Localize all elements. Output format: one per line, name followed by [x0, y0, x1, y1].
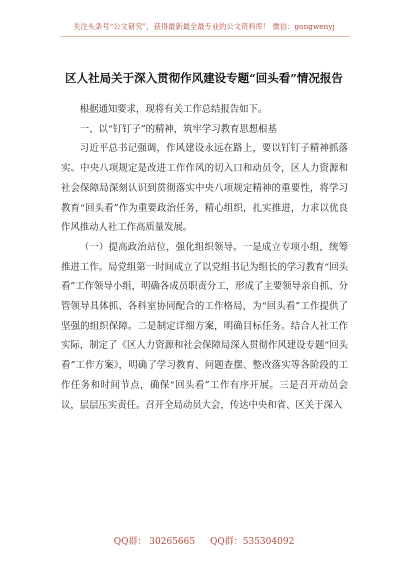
- header-banner: 关注头条号“公文研究”，获得最新最全最专业的公文资料库！ 微信：gongwenyj: [73, 22, 335, 31]
- paragraph-intro: 根据通知要求，现将有关工作总结报告如下。: [79, 104, 268, 115]
- paragraph-1: 习近平总书记强调，作风建设永远在路上，要以钉钉子精神抓落实。中央八项规定是改进工作作风的切入口和动员令，区人力资源和社会保障局深刻认识到贯彻落实中央八项规定精神的重要性，将学习教育“回头看”作为重要政治任务，精心组织，扎实推进，力求以优良作风推动人社工作高质量发展。: [61, 143, 348, 234]
- section-heading-1: 一、以“钉钉子”的精神，筑牢学习教育思想根基: [79, 123, 277, 135]
- document-title: 区人社局关于深入贯彻作风建设专题“回头看”情况报告: [65, 71, 343, 85]
- footer-qq-group-1: QQ群： 30265665: [113, 537, 196, 547]
- document-body: [61, 100, 348, 415]
- paragraph-2: （一）提高政治站位，强化组织领导。一是成立专项小组，统筹推进工作。局党组第一时间成立了以党组书记为组长的学习教育“回头看”工作领导小组，明确各成员职责分工，形成了主要领导亲自抓、分管领导具体抓、各科室协同配合的工作格局，为“回头看”工作提供了坚强的组织保障。二是制定详细方案，明确目标任务。结合人社工作实际，制定了《区人力资源和社会保障局深入贯彻作风建设专题“回头看”工作方案》，明确了学习教育、问题查摆、整改落实等各阶段的工作任务和时间节点，确保“回头看”工作有序开展。三是召开动员会议，层层压实责任。召开全局动员大会，传达中央和省、区关于深入: [61, 241, 348, 411]
- footer-contacts: [0, 534, 408, 547]
- footer-qq-group-2: QQ群：535304092: [210, 537, 295, 547]
- header-divider: [60, 36, 350, 37]
